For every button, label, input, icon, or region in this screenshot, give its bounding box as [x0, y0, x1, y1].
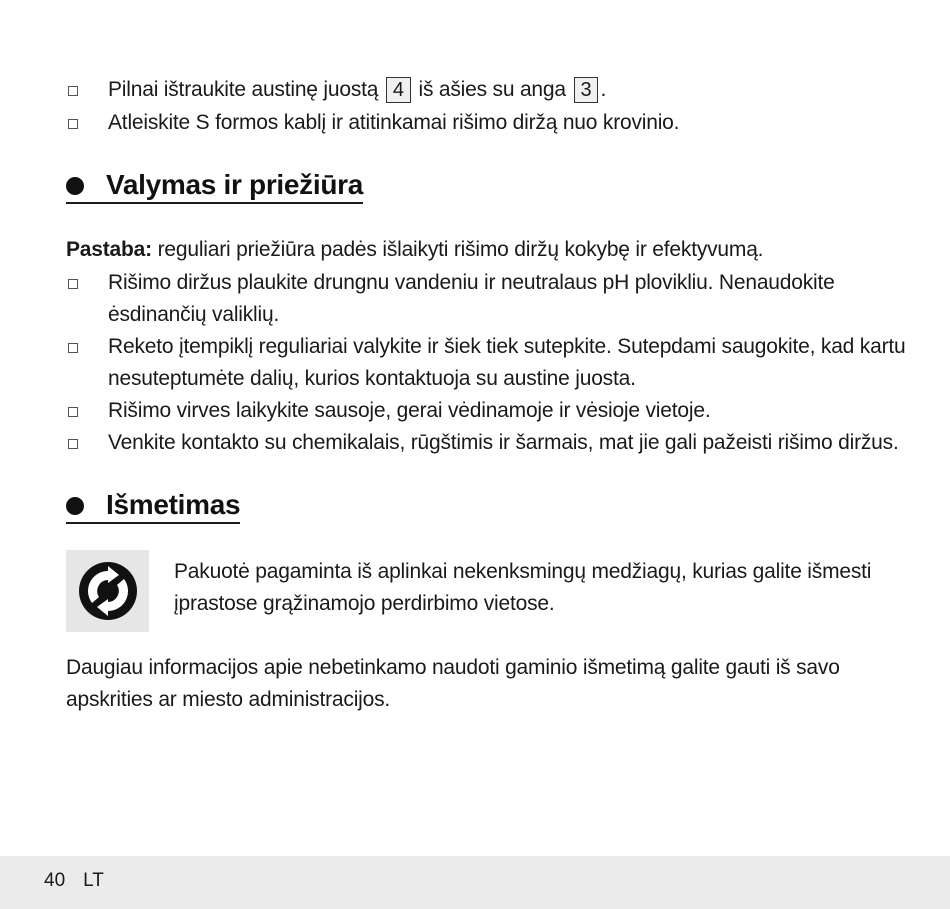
list-item: [66, 395, 910, 427]
section-heading-disposal: [66, 488, 240, 524]
section-title: Išmetimas: [106, 489, 241, 520]
care-instruction: Rišimo diržus plaukite drungnu vandeniu ir neutralaus pH plovikliu. Nenaudokite ėsdinančių valiklių.: [108, 271, 835, 326]
part-reference-3: 3: [574, 77, 599, 103]
disposal-info-paragraph: Daugiau informacijos apie nebetinkamo naudoti gaminio išmetimą galite gauti iš savo apskrities ar miesto administracijos.: [66, 656, 840, 711]
note: [66, 234, 910, 266]
step-text-middle: iš ašies su anga: [418, 78, 566, 101]
checkbox-bullet-icon: [68, 119, 78, 129]
step-text: Atleiskite S formos kablį ir atitinkamai rišimo diržą nuo krovinio.: [108, 111, 680, 134]
checkbox-bullet-icon: [68, 86, 78, 96]
note-text: reguliari priežiūra padės išlaikyti rišimo diržų kokybę ir efektyvumą.: [157, 238, 764, 261]
section-heading-cleaning: [66, 168, 363, 204]
step-text-after: .: [600, 78, 607, 101]
page-footer: [0, 856, 950, 909]
section-bullet-icon: [66, 497, 84, 515]
checkbox-bullet-icon: [68, 279, 78, 289]
part-reference-4: 4: [386, 77, 411, 103]
care-instruction: Rišimo virves laikykite sausoje, gerai vėdinamoje ir vėsioje vietoje.: [108, 399, 711, 422]
recycling-text: Pakuotė pagaminta iš aplinkai nekenksmingų medžiagų, kurias galite išmesti įprastose grąžinamojo perdirbimo vietose.: [174, 560, 872, 615]
care-instruction: Venkite kontakto su chemikalais, rūgštimis ir šarmais, mat jie gali pažeisti rišimo diržus.: [108, 431, 899, 454]
list-item: [66, 107, 910, 139]
list-item: [66, 331, 910, 395]
care-instruction: Reketo įtempiklį reguliariai valykite ir šiek tiek sutepkite. Sutepdami saugokite, kad kartu nesuteptumėte dalių, kurios kontaktuoja su austine juosta.: [108, 335, 906, 390]
language-code: LT: [83, 869, 104, 891]
step-text-before: Pilnai ištraukite austinę juostą: [108, 78, 379, 101]
list-item: [66, 74, 910, 106]
recycling-symbol-box: [66, 550, 149, 632]
checkbox-bullet-icon: [68, 439, 78, 449]
page-number: 40: [44, 869, 66, 891]
checkbox-bullet-icon: [68, 407, 78, 417]
section-bullet-icon: [66, 177, 84, 195]
section-title: Valymas ir priežiūra: [106, 169, 364, 200]
checkbox-bullet-icon: [68, 343, 78, 353]
list-item: [66, 267, 910, 331]
green-dot-recycling-icon: [78, 561, 138, 621]
note-label: Pastaba:: [66, 238, 152, 261]
list-item: [66, 427, 910, 459]
